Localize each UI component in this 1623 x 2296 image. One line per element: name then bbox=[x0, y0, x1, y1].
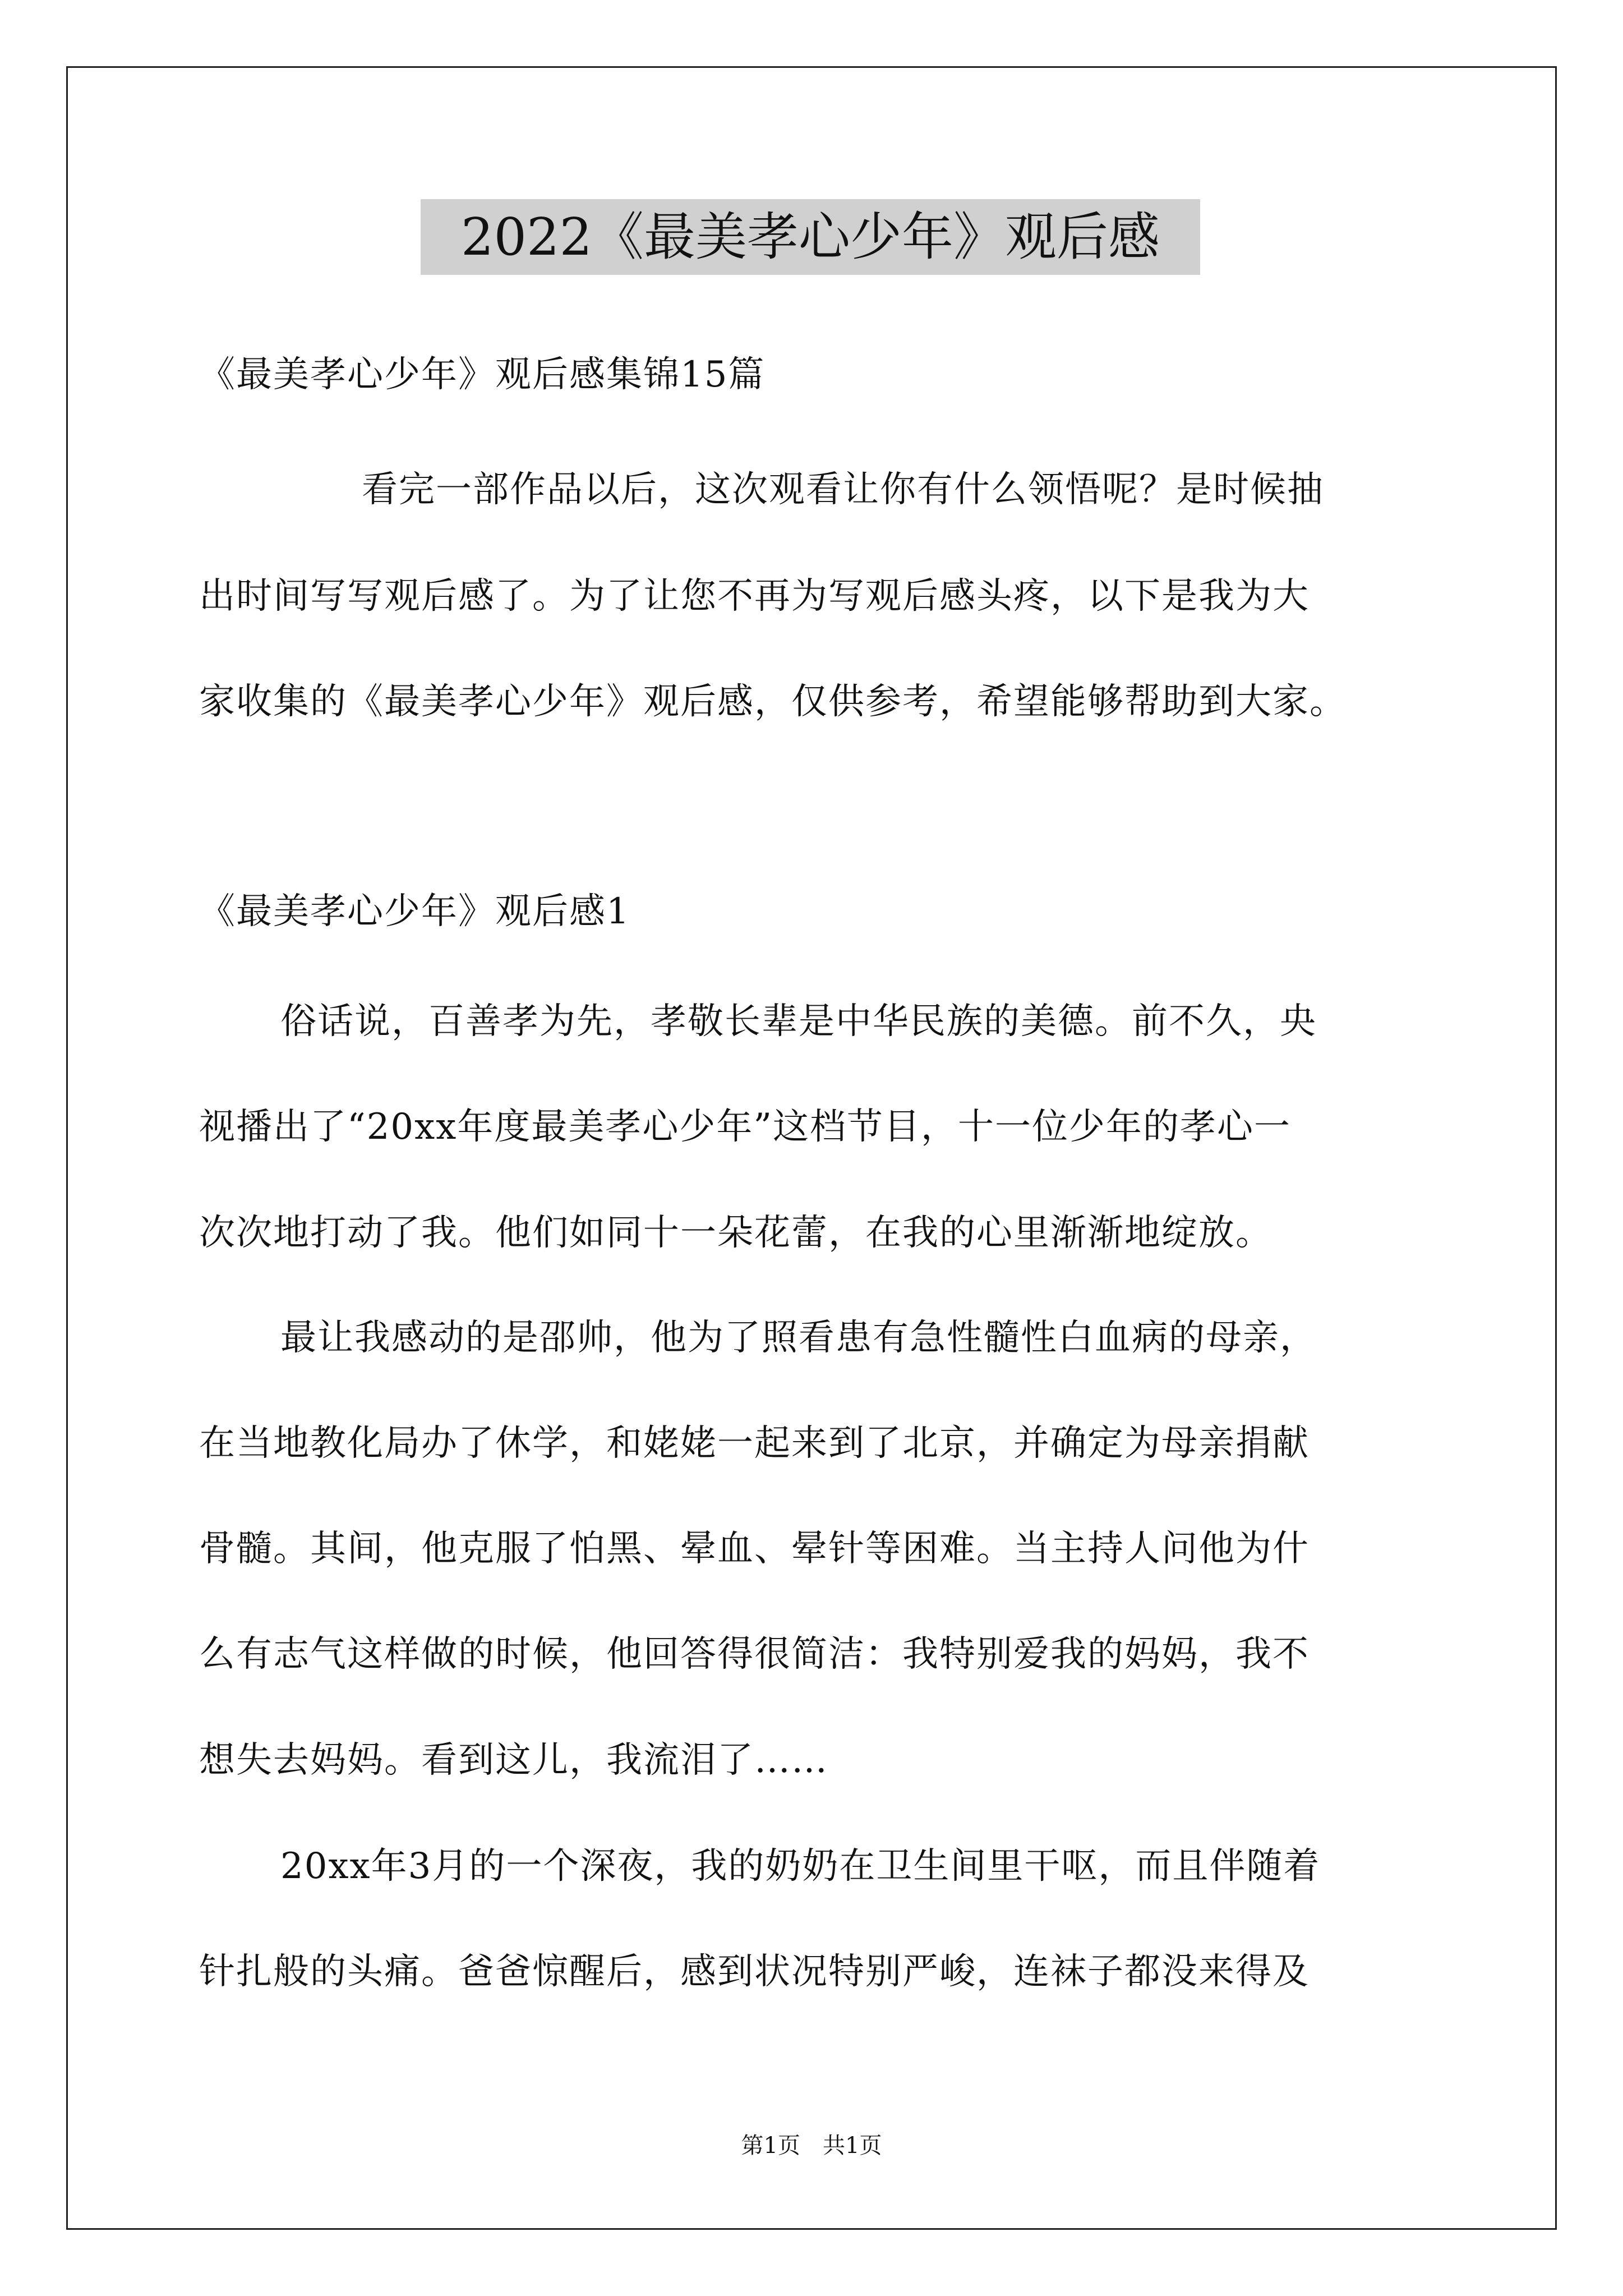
para1-line-3: 次次地打动了我。他们如同十一朵花蕾，在我的心里渐渐地绽放。 bbox=[199, 1212, 1272, 1254]
section-heading-1: 《最美孝心少年》观后感1 bbox=[199, 891, 630, 932]
para2-line-4: 么有志气这样做的时候，他回答得很简洁：我特别爱我的妈妈，我不 bbox=[199, 1634, 1310, 1675]
para3-line-1: 20xx年3月的一个深夜，我的奶奶在卫生间里干呕，而且伴随着 bbox=[280, 1846, 1321, 1887]
para3-line-2: 针扎般的头痛。爸爸惊醒后，感到状况特别严峻，连袜子都没来得及 bbox=[199, 1951, 1310, 1993]
para2-line-1: 最让我感动的是邵帅，他为了照看患有急性髓性白血病的母亲， bbox=[280, 1317, 1317, 1359]
para1-line-2: 视播出了“20xx年度最美孝心少年”这档节目，十一位少年的孝心一 bbox=[199, 1106, 1292, 1148]
intro-line-1: 看完一部作品以后，这次观看让你有什么领悟呢？是时候抽 bbox=[362, 469, 1324, 510]
para2-line-2: 在当地教化局办了休学，和姥姥一起来到了北京，并确定为母亲捐献 bbox=[199, 1423, 1310, 1464]
para2-line-3: 骨髓。其间，他克服了怕黑、晕血、晕针等困难。当主持人问他为什 bbox=[199, 1528, 1310, 1570]
intro-line-3: 家收集的《最美孝心少年》观后感，仅供参考，希望能够帮助到大家。 bbox=[199, 681, 1347, 723]
collection-subtitle: 《最美孝心少年》观后感集锦15篇 bbox=[199, 354, 766, 395]
intro-line-2: 出时间写写观后感了。为了让您不再为写观后感头疼，以下是我为大 bbox=[199, 576, 1310, 617]
para2-line-5: 想失去妈妈。看到这儿，我流泪了…… bbox=[199, 1740, 828, 1781]
page-footer: 第1页 共1页 bbox=[741, 2133, 882, 2159]
para1-line-1: 俗话说，百善孝为先，孝敬长辈是中华民族的美德。前不久，央 bbox=[280, 1001, 1317, 1042]
document-title: 2022《最美孝心少年》观后感 bbox=[421, 199, 1200, 275]
